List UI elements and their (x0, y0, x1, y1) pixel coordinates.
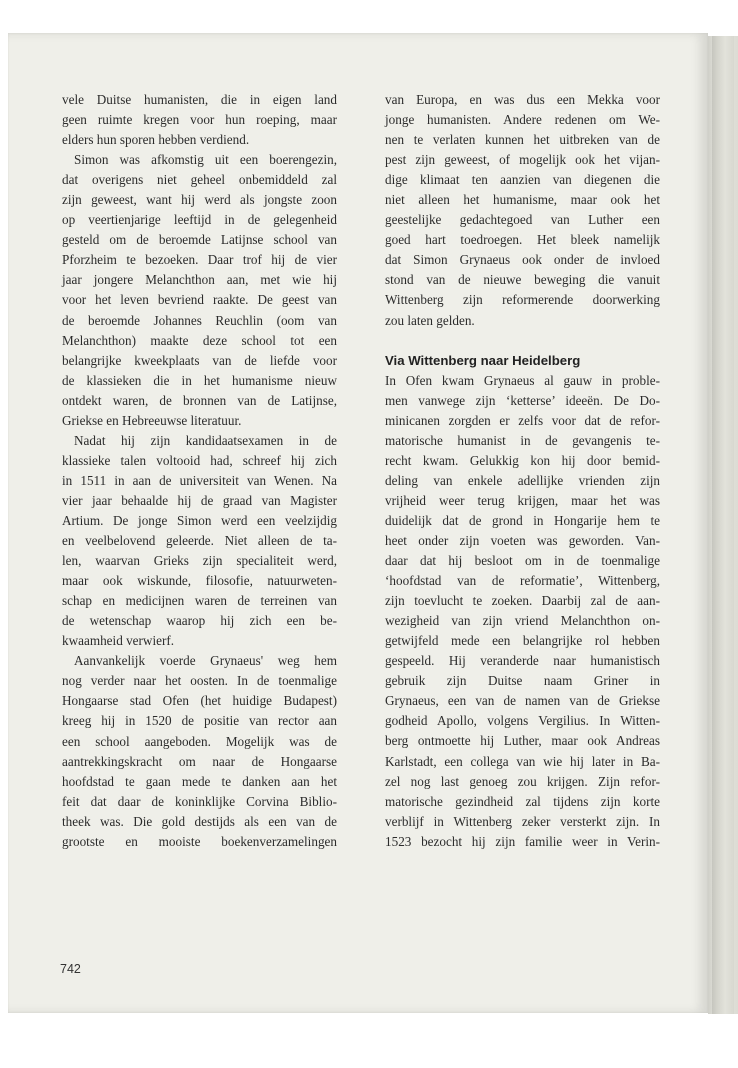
text-line: dat Simon Grynaeus ook onder de invloed (385, 252, 660, 268)
text-line: getwijfeld mede een belangrijke rol hebben (385, 633, 660, 649)
text-line: van Europa, en was dus een Mekka voor (385, 92, 660, 107)
text-line: gesteld om de beroemde Latijnse school van (62, 232, 337, 248)
text-line: ‘hoofdstad van de reformatie’, Wittenberg, (385, 573, 660, 589)
text-line: de wetenschap waarop hij zich een be- (62, 613, 337, 629)
right-column (385, 90, 660, 852)
text-line: zijn geweest, want hij werd als jongste zoon (62, 192, 337, 208)
text-line: Griekse en Hebreeuwse literatuur. (62, 412, 242, 428)
text-line: vele Duitse humanisten, die in eigen land (62, 92, 337, 107)
right-column-bottom (385, 371, 660, 852)
text-line: recht kwam. Gelukkig kon hij door bemid- (385, 452, 660, 468)
text-line: Simon was afkomstig uit een boerengezin, (74, 152, 337, 168)
text-line: stond van de nieuwe beweging die vanuit (385, 272, 660, 288)
text-line: Hongaarse stad Ofen (het huidige Budapest) (62, 693, 337, 709)
text-line: goed hart toedroegen. Het bleek namelijk (385, 232, 660, 248)
text-line: kreeg hij in 1520 de positie van rector aan (62, 713, 337, 729)
text-line: duidelijk dat de grond in Hongarije hem te (385, 512, 660, 528)
text-line: heet onder zijn voeten was geworden. Van- (385, 532, 660, 548)
text-line: len, waarvan Grieks zijn specialiteit werd, (62, 553, 337, 569)
text-line: de klassieken die in het humanisme nieuw (62, 372, 337, 388)
text-line: pest zijn geweest, of mogelijk ook het vijan- (385, 152, 660, 168)
text-line: zijn toevlucht te zoeken. Daarbij zal de aan- (385, 593, 660, 609)
text-line: zel nog last genoeg zou krijgen. Zijn refor- (385, 773, 660, 789)
text-line: gebruik zijn Duitse naam Griner in (385, 673, 660, 689)
text-line: Melanchthon) maakte deze school tot een (62, 332, 337, 348)
text-line: de beroemde Johannes Reuchlin (oom van (62, 312, 337, 328)
page-number: 742 (60, 962, 81, 976)
text-line: matorische humanist in de gevangenis te- (385, 432, 660, 448)
next-page-shadow (712, 36, 734, 1014)
text-line: in 1511 in aan de universiteit van Wenen. Na (62, 472, 337, 488)
text-line: maar ook wiskunde, filosofie, natuurweten- (62, 573, 337, 589)
text-line: jonge humanisten. Andere redenen om We- (385, 112, 660, 128)
text-line: dat overigens niet geheel onbemiddeld zal (62, 172, 337, 188)
text-line: gespeeld. Hij veranderde naar humanistisch (385, 653, 660, 669)
text-line: grootste en mooiste boekenverzamelingen (62, 833, 337, 849)
text-line: minicanen zorgden er zelfs voor dat de refor- (385, 412, 660, 428)
text-line: vrijheid weer terug krijgen, maar het was (385, 492, 660, 508)
text-line: belangrijke kweekplaats van de liefde voor (62, 352, 337, 368)
text-line: Artium. De jonge Simon werd een veelzijdig (62, 512, 337, 528)
text-line: godheid Apollo, volgens Vergilius. In Witten- (385, 713, 660, 729)
text-line: 1523 bezocht hij zijn familie weer in Verin- (385, 833, 660, 849)
text-line: en veelbelovend geleerde. Niet alleen de ta- (62, 533, 337, 549)
text-line: voor het leven bevriend raakte. De geest van (62, 292, 337, 308)
text-line: hoofdstad te gaan mede te danken aan het (62, 773, 337, 789)
text-line: niet alleen het humanisme, maar ook het (385, 192, 660, 208)
text-line: aantrekkingskracht om naar de Hongaarse (62, 753, 337, 769)
text-line: elders hun sporen hebben verdiend. (62, 132, 250, 148)
text-line: een school aangeboden. Mogelijk was de (62, 733, 337, 749)
text-line: vier jaar behaalde hij de graad van Magister (62, 492, 337, 508)
text-line: geen ruimte kregen voor hun roeping, maar (62, 112, 337, 128)
text-line: Wittenberg zijn reformerende doorwerking (385, 292, 660, 308)
text-line: jaar jongere Melanchthon aan, met wie hij (62, 272, 337, 288)
text-line: In Ofen kwam Grynaeus al gauw in proble- (385, 372, 660, 388)
text-line: zou laten gelden. (385, 312, 475, 328)
left-column (62, 90, 337, 852)
text-line: theek was. Die gold destijds als een van de (62, 813, 337, 829)
text-line: feit dat daar de koninklijke Corvina Biblio- (62, 793, 337, 809)
text-line: deling van enkele adellijke vrienden zijn (385, 472, 660, 488)
text-line: Nadat hij zijn kandidaatsexamen in de (74, 432, 337, 448)
text-line: Pforzheim te bezoeken. Daar trof hij de vier (62, 252, 337, 268)
text-line: ontdekt waren, de bronnen van de Latijnse, (62, 392, 337, 408)
text-line: klassieke talen voltooid had, schreef hij zich (62, 452, 337, 468)
right-column-top (385, 90, 660, 331)
text-line: op veertienjarige leeftijd in de gelegenheid (62, 212, 337, 228)
text-line: daar dat hij besloot om in de toenmalige (385, 553, 660, 569)
text-line: matorische gezindheid zal tijdens zijn korte (385, 793, 660, 809)
text-line: Aanvankelijk voerde Grynaeus' weg hem (74, 653, 337, 669)
text-line: schap en medicijnen waren de terreinen van (62, 593, 337, 609)
text-line: men vanwege zijn ‘ketterse’ ideeën. De Do- (385, 392, 660, 408)
text-line: nog verder naar het oosten. In de toenmalige (62, 673, 337, 689)
text-line: Grynaeus, een van de namen van de Griekse (385, 693, 660, 709)
text-line: dige klimaat ten aanzien van diegenen die (385, 172, 660, 188)
text-line: berg ontmoette hij Luther, maar ook Andreas (385, 733, 660, 749)
text-line: verblijf in Wittenberg zeker versterkt zijn. In (385, 813, 660, 829)
text-line: nen te verlaten kunnen het uitbreken van de (385, 132, 660, 148)
text-line: Karlstadt, een collega van wie hij later in Ba- (385, 753, 660, 769)
section-heading: Via Wittenberg naar Heidelberg (385, 352, 581, 368)
text-line: geestelijke gedachtegoed van Luther een (385, 212, 660, 228)
text-line: kwaamheid verwierf. (62, 633, 175, 649)
text-line: wezigheid van zijn vriend Melanchthon on- (385, 613, 660, 629)
